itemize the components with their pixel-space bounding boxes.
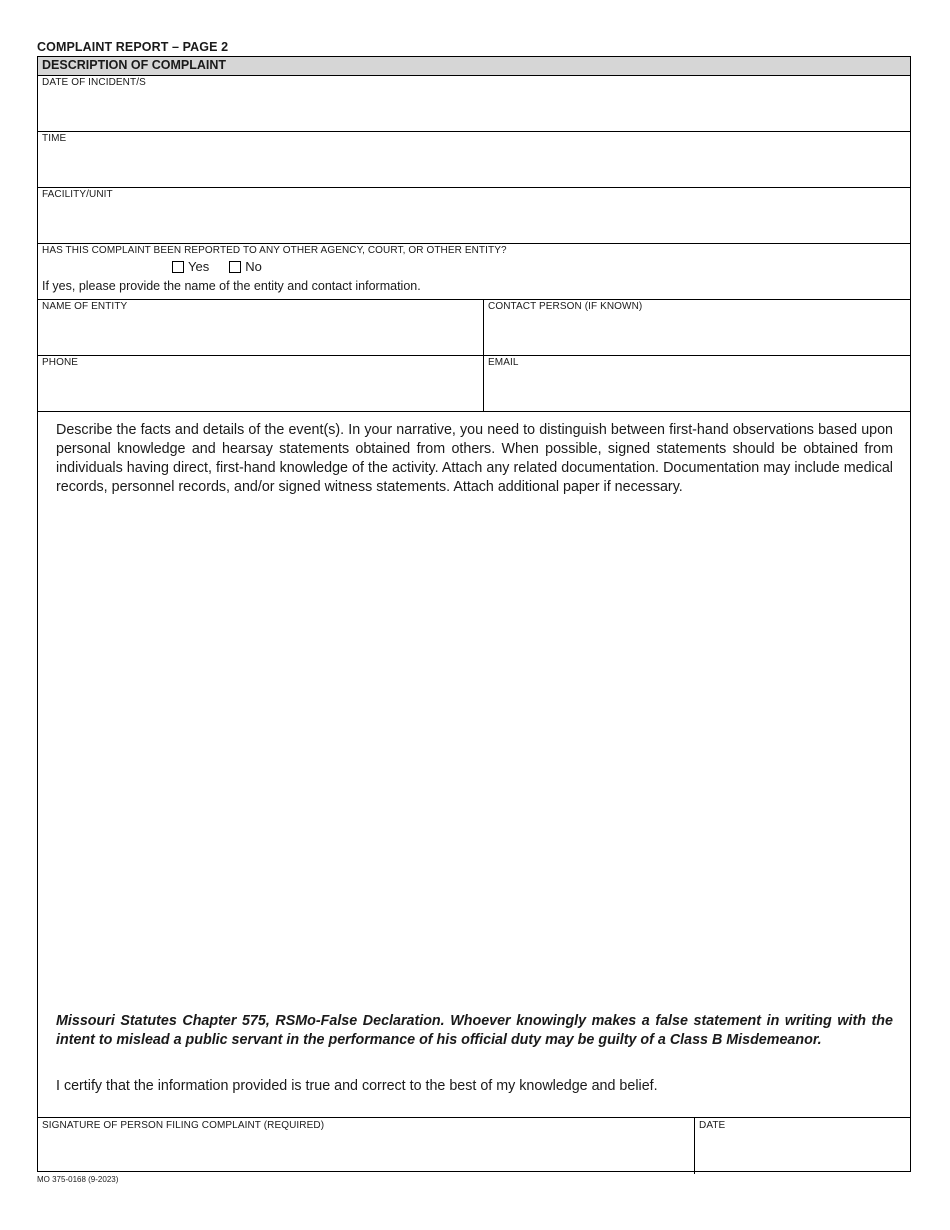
- entity-contact-row: [38, 299, 910, 356]
- contact-person-cell: [483, 299, 910, 355]
- email-input[interactable]: [488, 385, 906, 407]
- signature-cell: [38, 1118, 694, 1174]
- contact-person-label: CONTACT PERSON (IF KNOWN): [488, 301, 643, 312]
- phone-email-row: [38, 355, 910, 412]
- email-label: EMAIL: [488, 357, 519, 368]
- signature-label: SIGNATURE OF PERSON FILING COMPLAINT (REQUIRED): [42, 1120, 325, 1131]
- date-of-incident-input[interactable]: [42, 105, 906, 127]
- facility-unit-label: FACILITY/UNIT: [42, 189, 113, 200]
- yes-checkbox[interactable]: [172, 261, 184, 273]
- form-id: MO 375-0168 (9-2023): [37, 1175, 119, 1184]
- complaint-form: [37, 56, 911, 1172]
- date-of-incident-row: [38, 75, 910, 132]
- statute-warning: Missouri Statutes Chapter 575, RSMo-False Declaration. Whoever knowingly makes a false statement in writing with the intent to mislead a public servant in the performance of his official duty may be guilty of a Class B Misdemeanor.: [56, 1013, 893, 1048]
- narrative-instructions: Describe the facts and details of the event(s). In your narrative, you need to distinguish between first-hand observations based upon personal knowledge and hearsay statements obtained from others. When possible, signed statements should be obtained from individuals having direct, first-hand knowledge of the activity. Attach any related documentation. Documentation may include medical records, personnel records, and/or signed witness statements. Attach additional paper if necessary.: [56, 422, 893, 495]
- time-row: [38, 131, 910, 188]
- date-cell: [694, 1118, 910, 1174]
- section-header: DESCRIPTION OF COMPLAINT: [38, 57, 910, 76]
- phone-input[interactable]: [42, 385, 479, 407]
- contact-person-input[interactable]: [488, 329, 906, 351]
- name-of-entity-input[interactable]: [42, 329, 479, 351]
- name-of-entity-label: NAME OF ENTITY: [42, 301, 128, 312]
- facility-unit-row: [38, 187, 910, 244]
- no-option[interactable]: [229, 259, 262, 274]
- facility-unit-input[interactable]: [42, 217, 906, 239]
- name-of-entity-cell: [38, 299, 483, 355]
- yes-label: Yes: [188, 259, 210, 274]
- phone-cell: [38, 355, 483, 411]
- certification-statement: I certify that the information provided is true and correct to the best of my knowledge and belief.: [56, 1078, 658, 1094]
- phone-label: PHONE: [42, 357, 79, 368]
- reported-options: [172, 259, 282, 274]
- page-title: COMPLAINT REPORT – PAGE 2: [37, 40, 229, 54]
- time-label: TIME: [42, 133, 67, 144]
- signature-input[interactable]: [42, 1148, 690, 1170]
- date-of-incident-label: DATE OF INCIDENT/S: [42, 77, 146, 88]
- email-cell: [483, 355, 910, 411]
- signature-date-row: [38, 1117, 910, 1174]
- reported-question-label: HAS THIS COMPLAINT BEEN REPORTED TO ANY OTHER AGENCY, COURT, OR OTHER ENTITY?: [42, 245, 507, 256]
- date-input[interactable]: [699, 1148, 906, 1170]
- reported-note: If yes, please provide the name of the entity and contact information.: [42, 279, 421, 293]
- yes-option[interactable]: [172, 259, 209, 274]
- narrative-textarea[interactable]: [56, 521, 893, 1005]
- reported-question-row: [38, 243, 910, 300]
- time-input[interactable]: [42, 161, 906, 183]
- no-checkbox[interactable]: [229, 261, 241, 273]
- no-label: No: [245, 259, 262, 274]
- date-label: DATE: [699, 1120, 726, 1131]
